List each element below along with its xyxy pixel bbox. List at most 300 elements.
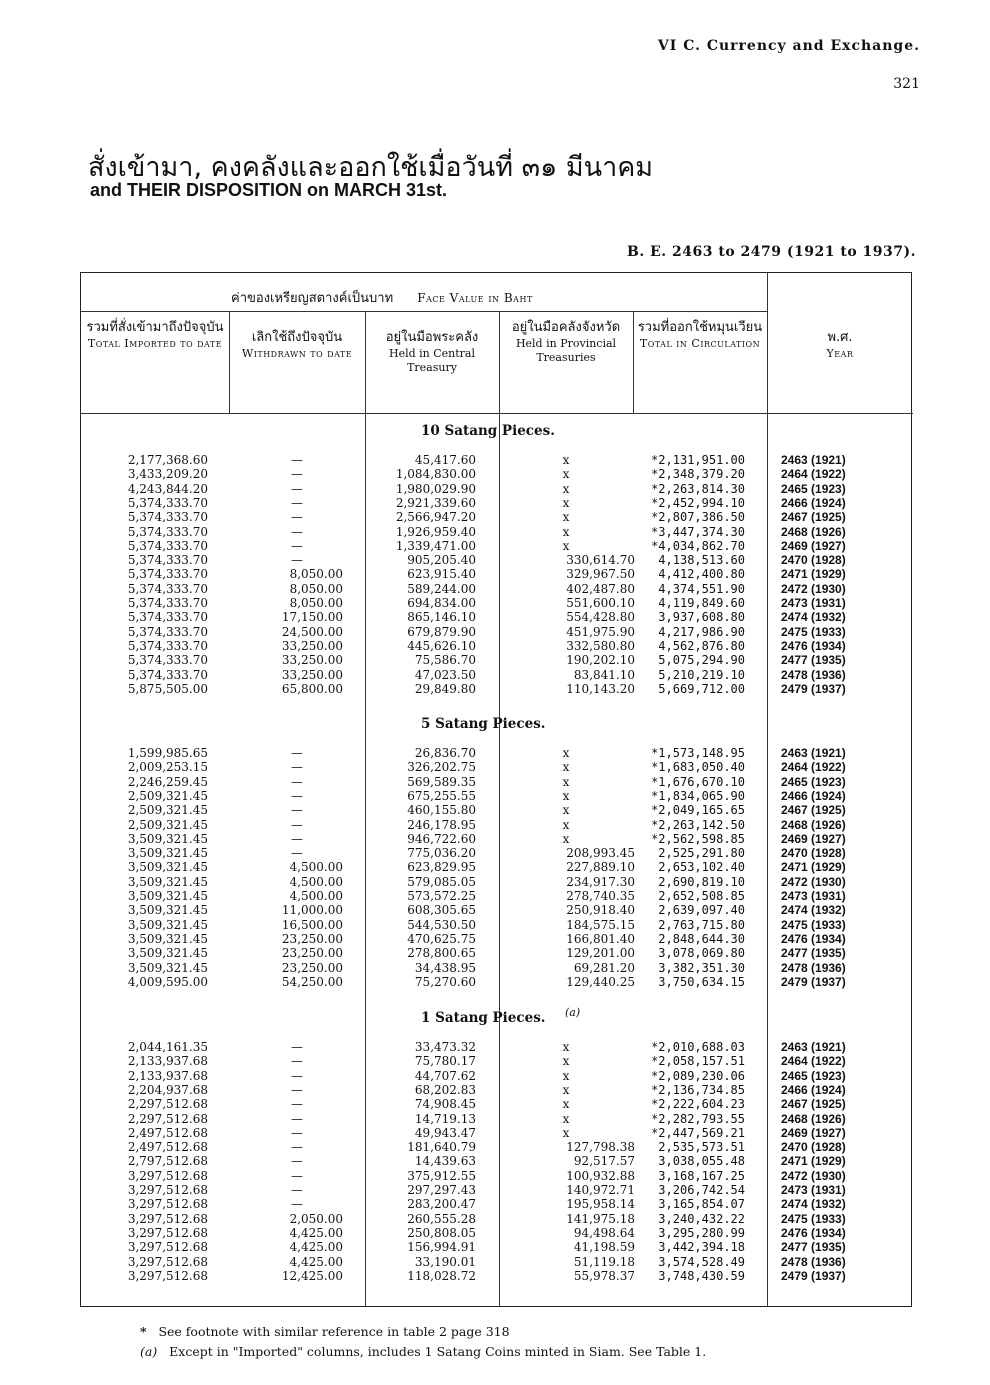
withdrawn-cell: — [291, 453, 303, 467]
central-cell: 75,270.60 [414, 974, 476, 989]
table-row [81, 510, 913, 524]
imported-cell: 3,433,209.20 [127, 467, 208, 482]
central-cell: 118,028.72 [407, 1268, 476, 1283]
withdrawn-cell: 4,425.00 [289, 1225, 343, 1240]
withdrawn-cell: 4,500.00 [289, 874, 343, 889]
provincial-cell: 554,428.80 [566, 610, 635, 625]
group-header-en: Face Value in Baht [417, 291, 533, 305]
table-row [81, 496, 913, 510]
central-cell: 26,836.70 [414, 746, 476, 760]
imported-cell: 3,297,512.68 [127, 1183, 208, 1197]
table-row [81, 760, 913, 774]
table-row [81, 653, 913, 667]
withdrawn-cell: 54,250.00 [281, 974, 343, 989]
withdrawn-cell: 8,050.00 [289, 581, 343, 596]
circulation-cell: 2,652,508.85 [658, 889, 745, 903]
circulation-cell: *2,131,951.00 [651, 453, 745, 467]
table-row [81, 1226, 913, 1240]
withdrawn-cell: — [291, 467, 303, 482]
central-cell: 68,202.83 [414, 1082, 476, 1097]
withdrawn-cell: — [291, 1040, 303, 1054]
imported-cell: 2,497,512.68 [127, 1140, 208, 1155]
circulation-cell: *2,136,734.85 [651, 1082, 745, 1097]
central-cell: 445,626.10 [407, 638, 476, 653]
year-cell: 2464 (1922) [781, 760, 846, 775]
table-row [81, 1269, 913, 1283]
header-bottom-rule [81, 413, 913, 414]
col-header-central [365, 329, 499, 376]
provincial-cell: 332,580.80 [566, 638, 635, 653]
table-row [81, 1197, 913, 1211]
year-cell: 2465 (1923) [781, 774, 846, 789]
provincial-cell: 100,932.88 [566, 1168, 635, 1183]
withdrawn-cell: 4,500.00 [289, 860, 343, 875]
imported-cell: 5,374,333.70 [127, 567, 208, 582]
circulation-cell: *1,834,065.90 [651, 788, 745, 803]
year-cell: 2478 (1936) [781, 1254, 846, 1269]
imported-cell: 3,297,512.68 [127, 1240, 208, 1255]
table-row [81, 746, 913, 760]
table-row [81, 1054, 913, 1068]
provincial-cell: 166,801.40 [566, 931, 635, 946]
table-row [81, 775, 913, 789]
year-cell: 2470 (1928) [781, 553, 846, 568]
provincial-cell: x [562, 1068, 570, 1083]
year-cell: 2478 (1936) [781, 960, 846, 975]
year-cell: 2474 (1932) [781, 1197, 846, 1212]
provincial-cell: 69,281.20 [573, 960, 635, 975]
withdrawn-cell: 23,250.00 [281, 960, 343, 975]
provincial-cell: 278,740.35 [566, 889, 635, 903]
imported-cell: 3,509,321.45 [127, 860, 208, 875]
provincial-cell: x [562, 538, 570, 553]
circulation-cell: *2,282,793.55 [651, 1111, 745, 1126]
table-row [81, 610, 913, 624]
col-header-circulation [633, 319, 767, 351]
provincial-cell: x [562, 803, 570, 818]
central-cell: 1,339,471.00 [395, 538, 476, 553]
provincial-cell: 190,202.10 [566, 653, 635, 668]
circulation-cell: 3,206,742.54 [658, 1183, 745, 1197]
provincial-cell: x [562, 1111, 570, 1126]
imported-cell: 3,509,321.45 [127, 903, 208, 918]
table-row [81, 1083, 913, 1097]
withdrawn-cell: — [291, 538, 303, 553]
col-header-year-en: Year [826, 346, 854, 360]
year-cell: 2465 (1923) [781, 1068, 846, 1083]
provincial-cell: x [562, 1082, 570, 1097]
year-cell: 2474 (1932) [781, 903, 846, 918]
circulation-cell: 3,750,634.15 [658, 974, 745, 989]
year-cell: 2476 (1934) [781, 931, 846, 946]
col-header-central-thai: อยู่ในมือพระคลัง [385, 330, 479, 345]
withdrawn-cell: — [291, 1154, 303, 1169]
imported-cell: 3,509,321.45 [127, 946, 208, 961]
circulation-cell: *2,010,688.03 [651, 1040, 745, 1054]
year-cell: 2471 (1929) [781, 567, 846, 582]
table-row [81, 1140, 913, 1154]
withdrawn-cell: — [291, 1140, 303, 1155]
imported-cell: 5,374,333.70 [127, 510, 208, 525]
withdrawn-cell: — [291, 1111, 303, 1126]
year-cell: 2471 (1929) [781, 1154, 846, 1169]
title-thai: สั่งเข้ามา, คงคลังและออกใช้เมื่อวันที่ ๓๑ มีนาคม [88, 152, 654, 183]
withdrawn-cell: 11,000.00 [281, 903, 343, 918]
imported-cell: 2,797,512.68 [127, 1154, 208, 1169]
year-cell: 2466 (1924) [781, 1082, 846, 1097]
provincial-cell: 329,967.50 [566, 567, 635, 582]
central-cell: 47,023.50 [414, 667, 476, 682]
year-cell: 2477 (1935) [781, 1240, 846, 1255]
year-cell: 2475 (1933) [781, 1211, 846, 1226]
central-cell: 283,200.47 [407, 1197, 476, 1212]
central-cell: 865,146.10 [407, 610, 476, 625]
central-cell: 608,305.65 [407, 903, 476, 918]
circulation-cell: 4,119,849.60 [658, 596, 745, 610]
col-header-central-en: Held in Central Treasury [388, 346, 476, 375]
table-row [81, 875, 913, 889]
circulation-cell: *1,683,050.40 [651, 760, 745, 775]
central-cell: 1,926,959.40 [395, 524, 476, 539]
table-row [81, 539, 913, 553]
provincial-cell: x [562, 1125, 570, 1140]
imported-cell: 5,374,333.70 [127, 653, 208, 668]
central-cell: 33,190.01 [414, 1254, 476, 1269]
year-cell: 2475 (1933) [781, 624, 846, 639]
circulation-cell: 3,937,608.80 [658, 610, 745, 625]
provincial-cell: 234,917.30 [566, 874, 635, 889]
col-header-provincial [499, 319, 633, 366]
footnote-a [140, 1342, 706, 1362]
circulation-cell: 3,442,394.18 [658, 1240, 745, 1255]
imported-cell: 2,509,321.45 [127, 788, 208, 803]
year-cell: 2473 (1931) [781, 1183, 846, 1197]
imported-cell: 2,297,512.68 [127, 1097, 208, 1112]
provincial-cell: 92,517.57 [573, 1154, 635, 1169]
year-cell: 2479 (1937) [781, 681, 846, 696]
provincial-cell: 41,198.59 [573, 1240, 635, 1255]
year-cell: 2469 (1927) [781, 831, 846, 846]
provincial-cell: x [562, 788, 570, 803]
col-header-circulation-en: Total in Circulation [639, 336, 761, 350]
year-cell: 2476 (1934) [781, 1225, 846, 1240]
central-cell: 297,297.43 [407, 1183, 476, 1197]
provincial-cell: x [562, 524, 570, 539]
provincial-cell: 141,975.18 [566, 1211, 635, 1226]
withdrawn-cell: — [291, 553, 303, 568]
withdrawn-cell: — [291, 817, 303, 832]
table-row [81, 789, 913, 803]
circulation-cell: *1,676,670.10 [651, 774, 745, 789]
year-cell: 2476 (1934) [781, 638, 846, 653]
data-table [80, 272, 912, 1307]
table-row [81, 1126, 913, 1140]
imported-cell: 5,374,333.70 [127, 524, 208, 539]
provincial-cell: 227,889.10 [566, 860, 635, 875]
col-header-withdrawn-thai: เลิกใช้ถึงปัจจุบัน [251, 330, 343, 345]
central-cell: 775,036.20 [407, 846, 476, 861]
imported-cell: 3,509,321.45 [127, 917, 208, 932]
circulation-cell: 2,639,097.40 [658, 903, 745, 918]
central-cell: 74,908.45 [414, 1097, 476, 1112]
provincial-cell: 451,975.90 [566, 624, 635, 639]
year-cell: 2465 (1923) [781, 481, 846, 496]
withdrawn-cell: — [291, 774, 303, 789]
table-row [81, 596, 913, 610]
table-row [81, 625, 913, 639]
year-cell: 2468 (1926) [781, 1111, 846, 1126]
imported-cell: 4,243,844.20 [127, 481, 208, 496]
imported-cell: 3,509,321.45 [127, 874, 208, 889]
withdrawn-cell: — [291, 1054, 303, 1069]
col-header-imported-thai: รวมที่สั่งเข้ามาถึงปัจจุบัน [86, 320, 224, 335]
col-header-imported-en: Total Imported to date [87, 336, 223, 350]
year-cell: 2479 (1937) [781, 974, 846, 989]
withdrawn-cell: — [291, 495, 303, 510]
imported-cell: 5,374,333.70 [127, 596, 208, 610]
central-cell: 460,155.80 [407, 803, 476, 818]
year-cell: 2464 (1922) [781, 467, 846, 482]
provincial-cell: x [562, 1040, 570, 1054]
col-header-imported [81, 319, 229, 351]
year-cell: 2470 (1928) [781, 846, 846, 861]
central-cell: 181,640.79 [407, 1140, 476, 1155]
withdrawn-cell: 2,050.00 [289, 1211, 343, 1226]
provincial-cell: 51,119.18 [573, 1254, 635, 1269]
table-row [81, 553, 913, 567]
section-title: 5 Satang Pieces. [421, 716, 546, 732]
imported-cell: 5,374,333.70 [127, 638, 208, 653]
year-cell: 2463 (1921) [781, 1040, 846, 1054]
central-cell: 675,255.55 [407, 788, 476, 803]
central-cell: 1,084,830.00 [395, 467, 476, 482]
circulation-cell: 2,690,819.10 [658, 874, 745, 889]
circulation-cell: *2,263,814.30 [651, 481, 745, 496]
withdrawn-cell: 33,250.00 [281, 667, 343, 682]
table-row [81, 918, 913, 932]
circulation-cell: 3,748,430.59 [658, 1268, 745, 1283]
year-cell: 2467 (1925) [781, 803, 846, 818]
central-cell: 34,438.95 [414, 960, 476, 975]
provincial-cell: x [562, 831, 570, 846]
withdrawn-cell: — [291, 481, 303, 496]
table-row [81, 668, 913, 682]
year-cell: 2473 (1931) [781, 596, 846, 610]
year-cell: 2470 (1928) [781, 1140, 846, 1155]
imported-cell: 3,297,512.68 [127, 1254, 208, 1269]
imported-cell: 5,875,505.00 [127, 681, 208, 696]
withdrawn-cell: — [291, 1197, 303, 1212]
central-cell: 1,980,029.90 [395, 481, 476, 496]
imported-cell: 5,374,333.70 [127, 624, 208, 639]
imported-cell: 5,374,333.70 [127, 495, 208, 510]
central-cell: 573,572.25 [407, 889, 476, 903]
circulation-cell: *2,562,598.85 [651, 831, 745, 846]
central-cell: 470,625.75 [407, 931, 476, 946]
central-cell: 905,205.40 [407, 553, 476, 568]
provincial-cell: 127,798.38 [566, 1140, 635, 1155]
year-cell: 2463 (1921) [781, 746, 846, 760]
circulation-cell: 3,574,528.49 [658, 1254, 745, 1269]
table-row [81, 582, 913, 596]
circulation-cell: 4,412,400.80 [658, 567, 745, 582]
withdrawn-cell: — [291, 746, 303, 760]
central-cell: 260,555.28 [407, 1211, 476, 1226]
year-cell: 2477 (1935) [781, 653, 846, 668]
circulation-cell: *3,447,374.30 [651, 524, 745, 539]
group-header [231, 287, 533, 308]
central-cell: 250,808.05 [407, 1225, 476, 1240]
central-cell: 375,912.55 [407, 1168, 476, 1183]
circulation-cell: 5,075,294.90 [658, 653, 745, 668]
year-cell: 2479 (1937) [781, 1268, 846, 1283]
year-cell: 2468 (1926) [781, 524, 846, 539]
circulation-cell: 3,382,351.30 [658, 960, 745, 975]
circulation-cell: *2,348,379.20 [651, 467, 745, 482]
period-label: B. E. 2463 to 2479 (1921 to 1937). [627, 244, 916, 260]
imported-cell: 5,374,333.70 [127, 581, 208, 596]
provincial-cell: x [562, 760, 570, 775]
withdrawn-cell: 16,500.00 [281, 917, 343, 932]
provincial-cell: 129,440.25 [566, 974, 635, 989]
imported-cell: 2,297,512.68 [127, 1111, 208, 1126]
circulation-cell: *2,049,165.65 [651, 803, 745, 818]
imported-cell: 1,599,985.65 [127, 746, 208, 760]
provincial-cell: 195,958.14 [566, 1197, 635, 1212]
provincial-cell: x [562, 1097, 570, 1112]
table-row [81, 1112, 913, 1126]
table-row [81, 803, 913, 817]
provincial-cell: 94,498.64 [573, 1225, 635, 1240]
provincial-cell: 55,978.37 [573, 1268, 635, 1283]
withdrawn-cell: 8,050.00 [289, 567, 343, 582]
year-cell: 2475 (1933) [781, 917, 846, 932]
imported-cell: 3,509,321.45 [127, 831, 208, 846]
withdrawn-cell: 24,500.00 [281, 624, 343, 639]
col-header-withdrawn-en: Withdrawn to date [241, 346, 353, 360]
table-row [81, 1069, 913, 1083]
group-header-thai: ค่าของเหรียญสตางค์เป็นบาท [231, 291, 394, 306]
circulation-cell: 3,165,854.07 [658, 1197, 745, 1212]
central-cell: 156,994.91 [407, 1240, 476, 1255]
year-cell: 2478 (1936) [781, 667, 846, 682]
circulation-cell: 3,078,069.80 [658, 946, 745, 961]
table-row [81, 860, 913, 874]
table-row [81, 903, 913, 917]
circulation-cell: 3,240,432.22 [658, 1211, 745, 1226]
col-rule-1 [229, 311, 230, 413]
withdrawn-cell: — [291, 831, 303, 846]
central-cell: 75,586.70 [414, 653, 476, 668]
year-cell: 2469 (1927) [781, 538, 846, 553]
circulation-cell: 2,848,644.30 [658, 931, 745, 946]
provincial-cell: x [562, 467, 570, 482]
central-cell: 14,719.13 [414, 1111, 476, 1126]
imported-cell: 2,509,321.45 [127, 803, 208, 818]
imported-cell: 3,509,321.45 [127, 931, 208, 946]
provincial-cell: 250,918.40 [566, 903, 635, 918]
imported-cell: 2,009,253.15 [127, 760, 208, 775]
circulation-cell: 3,168,167.25 [658, 1168, 745, 1183]
provincial-cell: x [562, 746, 570, 760]
imported-cell: 2,177,368.60 [127, 453, 208, 467]
year-cell: 2473 (1931) [781, 889, 846, 903]
central-cell: 569,589.35 [407, 774, 476, 789]
withdrawn-cell: 33,250.00 [281, 638, 343, 653]
withdrawn-cell: 65,800.00 [281, 681, 343, 696]
table-row [81, 1255, 913, 1269]
central-cell: 44,707.62 [414, 1068, 476, 1083]
table-row [81, 639, 913, 653]
circulation-cell: *1,573,148.95 [651, 746, 745, 760]
imported-cell: 3,297,512.68 [127, 1211, 208, 1226]
central-cell: 326,202.75 [407, 760, 476, 775]
imported-cell: 5,374,333.70 [127, 667, 208, 682]
withdrawn-cell: 4,425.00 [289, 1254, 343, 1269]
circulation-cell: 4,138,513.60 [658, 553, 745, 568]
running-header: VI C. Currency and Exchange. [657, 38, 920, 54]
provincial-cell: x [562, 1054, 570, 1069]
year-cell: 2472 (1930) [781, 581, 846, 596]
imported-cell: 3,297,512.68 [127, 1268, 208, 1283]
provincial-cell: 551,600.10 [566, 596, 635, 610]
table-row [81, 889, 913, 903]
section-title: 1 Satang Pieces. [421, 1010, 546, 1026]
year-cell: 2474 (1932) [781, 610, 846, 625]
withdrawn-cell: — [291, 524, 303, 539]
circulation-cell: 5,210,219.10 [658, 667, 745, 682]
central-cell: 45,417.60 [414, 453, 476, 467]
central-cell: 946,722.60 [407, 831, 476, 846]
circulation-cell: 3,295,280.99 [658, 1225, 745, 1240]
withdrawn-cell: 8,050.00 [289, 596, 343, 610]
table-row [81, 832, 913, 846]
withdrawn-cell: 23,250.00 [281, 931, 343, 946]
table-row [81, 453, 913, 467]
provincial-cell: x [562, 774, 570, 789]
imported-cell: 3,297,512.68 [127, 1168, 208, 1183]
central-cell: 694,834.00 [407, 596, 476, 610]
imported-cell: 5,374,333.70 [127, 538, 208, 553]
section-title: 10 Satang Pieces. [421, 423, 555, 439]
central-cell: 2,566,947.20 [395, 510, 476, 525]
central-cell: 544,530.50 [407, 917, 476, 932]
year-cell: 2467 (1925) [781, 1097, 846, 1112]
table-row [81, 1183, 913, 1197]
table-row [81, 1154, 913, 1168]
table-row [81, 818, 913, 832]
circulation-cell: 2,763,715.80 [658, 917, 745, 932]
withdrawn-cell: — [291, 788, 303, 803]
circulation-cell: 2,653,102.40 [658, 860, 745, 875]
year-cell: 2468 (1926) [781, 817, 846, 832]
central-cell: 623,915.40 [407, 567, 476, 582]
year-cell: 2471 (1929) [781, 860, 846, 875]
imported-cell: 2,133,937.68 [127, 1068, 208, 1083]
footnote-mark: (a) [140, 1344, 158, 1359]
imported-cell: 2,509,321.45 [127, 817, 208, 832]
footnote-asterisk [140, 1322, 706, 1342]
section-note: (a) [565, 1006, 581, 1019]
table-row [81, 1240, 913, 1254]
withdrawn-cell: — [291, 1068, 303, 1083]
withdrawn-cell: 12,425.00 [281, 1268, 343, 1283]
imported-cell: 3,509,321.45 [127, 846, 208, 861]
table-row [81, 482, 913, 496]
central-cell: 589,244.00 [407, 581, 476, 596]
year-cell: 2464 (1922) [781, 1054, 846, 1069]
imported-cell: 4,009,595.00 [127, 974, 208, 989]
